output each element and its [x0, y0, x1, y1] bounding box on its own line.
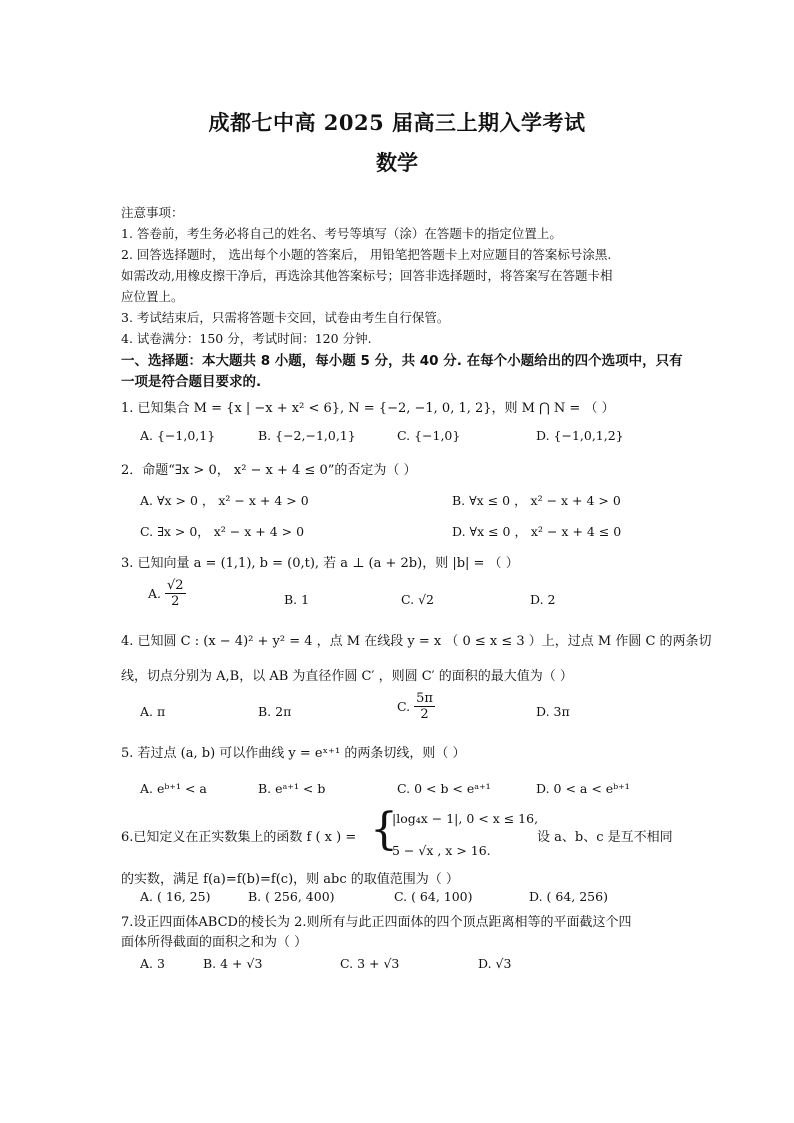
question-5-option-b: B. eᵃ⁺¹ < b [258, 781, 326, 796]
question-2-option-a: A. ∀x > 0 ， x² − x + 4 > 0 [140, 493, 309, 508]
denominator: 2 [420, 707, 429, 722]
question-5-option-a: A. eᵇ⁺¹ < a [140, 781, 207, 796]
question-3-option-a [148, 578, 186, 609]
question-6-option-a: A. ( 16, 25) [140, 889, 211, 904]
note-line: 1. 答卷前，考生务必将自己的姓名、考号等填写（涂）在答题卡的指定位置上。 [121, 226, 562, 241]
numerator: 5π [416, 691, 433, 706]
note-line: 4. 试卷满分：150 分，考试时间：120 分钟. [121, 331, 372, 346]
note-line: 2. 回答选择题时， 选出每个小题的答案后， 用铅笔把答题卡上对应题目的答案标号涂黑. [121, 247, 612, 262]
note-line: 如需改动,用橡皮擦干净后，再选涂其他答案标号；回答非选择题时，将答案写在答题卡相 [121, 268, 613, 283]
option-label: C. [397, 699, 411, 714]
question-6-line2: 的实数，满足 f(a)=f(b)=f(c)，则 abc 的取值范围为（ ） [121, 872, 459, 887]
question-3-option-c: C. √2 [401, 592, 434, 607]
question-4-option-d: D. 3π [536, 704, 570, 719]
question-4-line2: 线，切点分别为 A,B，以 AB 为直径作圆 C′ ，则圆 C′ 的面积的最大值为（ ） [121, 669, 573, 684]
question-5-stem: 5. 若过点 (a, b) 可以作曲线 y = eˣ⁺¹ 的两条切线，则（ ） [121, 746, 466, 761]
question-1-option-a: A. {−1,0,1} [140, 428, 216, 443]
question-4-option-c [397, 691, 435, 722]
question-1-stem: 1. 已知集合 M = {x | −x + x² < 6}, N = {−2, −1, 0, 1, 2}，则 M ⋂ N = （ ） [121, 401, 615, 416]
question-1-option-d: D. {−1,0,1,2} [536, 428, 624, 443]
question-3-option-d: D. 2 [530, 592, 556, 607]
option-label: A. [148, 586, 162, 601]
question-2-stem: 2．命题“∃x > 0， x² − x + 4 ≤ 0”的否定为（ ） [121, 463, 417, 478]
question-5-option-d: D. 0 < a < eᵇ⁺¹ [536, 781, 630, 796]
question-6-option-d: D. ( 64, 256) [529, 889, 608, 904]
question-2-option-b: B. ∀x ≤ 0 ， x² − x + 4 > 0 [452, 493, 621, 508]
notes-heading: 注意事项： [121, 205, 184, 220]
question-7-line1: 7.设正四面体ABCD的棱长为 2.则所有与此正四面体的四个顶点距离相等的平面截这个四 [121, 915, 632, 930]
fraction [414, 691, 435, 722]
question-4-option-b: B. 2π [258, 704, 292, 719]
question-7-option-b: B. 4 + √3 [203, 956, 263, 971]
exam-title: 成都七中高 2025 届高三上期入学考试 [208, 110, 586, 135]
question-1-option-b: B. {−2,−1,0,1} [258, 428, 356, 443]
question-1-option-c: C. {−1,0} [397, 428, 461, 443]
question-2-option-d: D. ∀x ≤ 0 ， x² − x + 4 ≤ 0 [452, 524, 622, 539]
question-3-stem: 3. 已知向量 a = (1,1), b = (0,t), 若 a ⊥ (a + 2b)，则 |b| = （ ） [121, 556, 519, 571]
question-6-option-b: B. ( 256, 400) [248, 889, 335, 904]
question-7-line2: 面体所得截面的面积之和为（ ） [121, 935, 308, 950]
question-4-option-a: A. π [140, 704, 166, 719]
subject-title: 数学 [376, 150, 418, 175]
question-6-option-c: C. ( 64, 100) [394, 889, 473, 904]
section-heading-line1: 一、选择题：本大题共 8 小题，每小题 5 分，共 40 分. 在每个小题给出的四个选项中，只有 [121, 353, 683, 369]
question-3-option-b: B. 1 [284, 592, 310, 607]
question-4-line1: 4. 已知圆 C : (x − 4)² + y² = 4 ，点 M 在线段 y = x （ 0 ≤ x ≤ 3 ）上，过点 M 作圆 C 的两条切 [121, 634, 712, 649]
question-6-stem-right: 设 a、b、c 是互不相同 [537, 830, 673, 845]
question-6-stem-left: 6.已知定义在正实数集上的函数 f ( x ) = [121, 830, 357, 845]
denominator: 2 [171, 594, 180, 609]
question-7-option-d: D. √3 [478, 956, 512, 971]
question-5-option-c: C. 0 < b < eᵃ⁺¹ [397, 781, 491, 796]
numerator: √2 [167, 578, 184, 593]
piecewise-case-1: |log₄x − 1|, 0 < x ≤ 16, [392, 811, 539, 826]
question-7-option-c: C. 3 + √3 [340, 956, 400, 971]
piecewise-brace: { [370, 804, 398, 855]
question-2-option-c: C. ∃x > 0， x² − x + 4 > 0 [140, 524, 305, 539]
fraction [165, 578, 186, 609]
note-line: 3. 考试结束后，只需将答题卡交回，试卷由考生自行保管。 [121, 310, 450, 325]
question-7-option-a: A. 3 [140, 956, 165, 971]
note-line: 应位置上。 [121, 289, 184, 304]
piecewise-case-2: 5 − √x , x > 16. [392, 843, 491, 858]
section-heading-line2: 一项是符合题目要求的. [121, 374, 262, 390]
